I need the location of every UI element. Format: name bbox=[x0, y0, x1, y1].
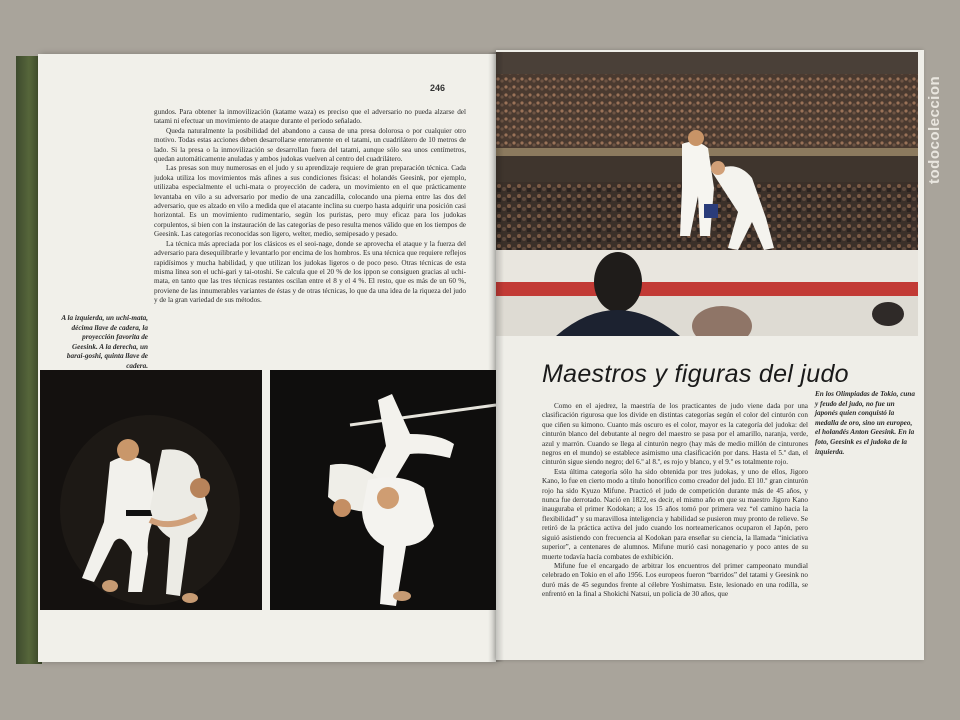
photo-barai-goshi bbox=[270, 370, 496, 610]
paragraph: Mifune fue el encargado de arbitrar los encuentros del primer campeonato mundial celebrado en Tokio en el año 1956. Los europeos fueron “barridos” del tatami y Geesink no duró más de 45 segundos frente al célebre Yoshimatsu. Este, lesionado en una rodilla, se enfrentó en la final a Shokichi Natsui, un policía de 30 años, que bbox=[542, 561, 808, 599]
stadium-judo-match-illustration bbox=[496, 52, 918, 336]
paragraph: Esta última categoría sólo ha sido obtenida por tres judokas, y uno de ellos, Jigoro Kano, lo fue en cierto modo a título honorífico como creador del judo. El 10.º gran cinturón rojo ha sido Kyuzo Mifune. Practicó el judo de competición durante más de 45 años, y nunca fue derrotado. Nació en 1822, es decir, el mismo año en que su maestro Jigoro Kano inauguraba el primer Kodokan; a los 15 años tomó por primera vez “el camino hacia la flexibilidad” y su maravillosa inteligencia y habilidad se pusieron muy pronto de relieve. Se retiró de la práctica activa del judo cuando los norteamericanos ocuparon el Japón, pero siguió asistiendo con frecuencia al Kodokan para enseñar su ciencia, la llamada “iniciativa superior”, a centenares de alumnos. Mifune murió casi nonagenario y poco antes de su muerte todavía hacía combates de exhibición. bbox=[542, 467, 808, 561]
page-number: 246 bbox=[430, 83, 446, 93]
right-photo-caption: En los Olimpiadas de Tokio, cuna y feudo del judo, no fue un japonés quien conquistó la medalla de oro, sino un europeo, el holandés Anton Geesink. En la foto, Geesink es el judoka de la izquierda. bbox=[815, 390, 915, 456]
judo-throw-illustration bbox=[270, 370, 496, 610]
paragraph: Como en el ajedrez, la maestría de los practicantes de judo viene dada por una clasificación rigurosa que los divide en distintas categorías según el color del cinturón con que ciñen su kimono. Cuanto más oscuro es el color, mayor es la categoría del judoka: del cinturón blanco del debutante al negro del maestro se pasa por el amarillo, naranja, verde, azul y marrón. Cuando se llega al cinturón negro (hay más de medio millón de cinturones negros en el mundo) se establece asimismo una clasificación por dans. Hasta el 5.º dan, el cinturón sigue siendo negro; del 6.º al 8.º, es rojo y blanco, y el 9.º es totalmente rojo. bbox=[542, 402, 808, 467]
judo-throw-illustration bbox=[40, 370, 262, 610]
paragraph: Queda naturalmente la posibilidad del abandono a causa de una presa dolorosa o por cualquier otro motivo. Todas estas acciones deben desarrollarse enteramente en el tatami, un cuadrilátero de 10 metros de lado. Si la presa o la inmovilización se desarrollan fuera del tatami, aunque sólo sea unos centímetros, quedan automáticamente anuladas y ambos judokas vuelven al centro del cuadrilátero. bbox=[154, 126, 466, 164]
right-body-text bbox=[542, 402, 808, 650]
paragraph: La técnica más apreciada por los clásicos es el seoi-nage, donde se aprovecha el ataque y la fuerza del adversario para desequilibrarle y levantarlo por encima de los hombros. Es una técnica que requiere reflejos rapidísimos y mucha habilidad, y que utilizan los judokas ligeros o de poco peso. Otras técnicas de esta misma línea son el uchi-gari y tai-otoshi. Se calcula que el 20 % de los ippon se consiguen gracias al uchi-mata, en tanto que las tres técnicas restantes oscilan entre el 8 y el 4 %. El resto, que es más de un 60 %, proviene de las innumerables variantes de éstas y de otras técnicas, lo que da una idea de la riqueza del judo y de la gran variedad de sus métodos. bbox=[154, 239, 466, 305]
section-title: Maestros y figuras del judo bbox=[542, 360, 849, 388]
paragraph: gundos. Para obtener la inmovilización (katame waza) es preciso que el adversario no pueda alzarse del tatami ni efectuar un movimiento de ataque durante el período señalado. bbox=[154, 108, 466, 126]
page-gutter-shadow bbox=[488, 52, 504, 662]
photo-uchi-mata bbox=[40, 370, 262, 610]
photo-tokyo-olympics-match bbox=[496, 52, 918, 336]
left-body-text bbox=[154, 108, 466, 362]
watermark-text: todocoleccion bbox=[926, 75, 943, 184]
left-photo-caption: A la izquierda, un uchi-mata, décima llave de cadera, la proyección favorita de Geesink. A la derecha, un barai-goshi, quinta llave de cadera. bbox=[61, 314, 148, 370]
paragraph: Las presas son muy numerosas en el judo y su aprendizaje requiere de gran preparación técnica. Cada judoka utiliza los movimientos más afines a sus condiciones físicas: el holandés Geesink, por ejemplo, utilizaba especialmente el uchi-mata o proyección de cadera, un movimiento en el que prácticamente levantaba en vilo a su adversario por medio de una zancadilla, colocando una pierna entre las dos del adversario, que es alzado en vilo a medida que el atacante inclina su cuerpo hasta adquirir una posición casi horizontal. Es un movimiento rudimentario, según los puristas, pero muy eficaz para los judokas corpulentos, si bien con la instauración de las categorías de peso resulta menos válido que en los tiempos de Geesink. Las categorías reconocidas son ligero, welter, medio, semipesado y pesado. bbox=[154, 164, 466, 239]
